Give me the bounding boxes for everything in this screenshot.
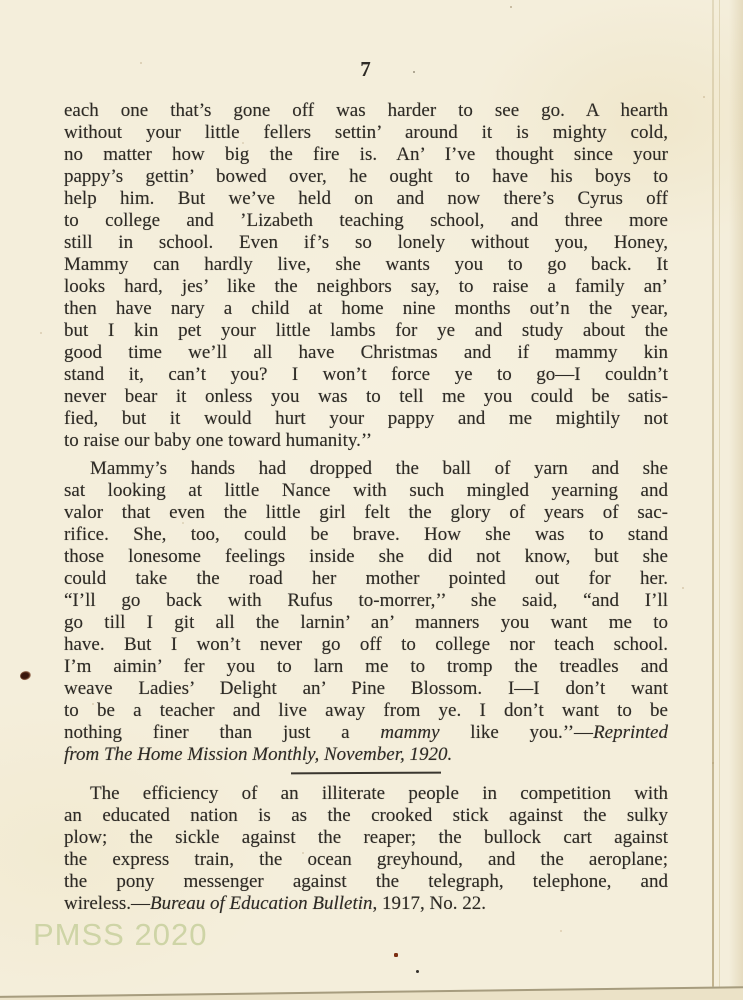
text-segment: then have nary a child at home nine months out’n the year, bbox=[64, 298, 668, 319]
italic-text-segment: from The Home Mission Monthly, November, 1920. bbox=[64, 744, 453, 765]
text-line bbox=[64, 210, 668, 232]
text-segment: without your little fellers settin’ around it is mighty cold, bbox=[64, 122, 668, 143]
separator-rule bbox=[291, 772, 441, 775]
text-segment: the express train, the ocean greyhound, and the aeroplane; bbox=[64, 849, 668, 870]
text-line bbox=[64, 144, 668, 166]
text-line bbox=[64, 783, 668, 805]
text-line bbox=[64, 364, 668, 386]
text-segment: go till I git all the larnin’ an’ manners you want me to bbox=[64, 612, 668, 633]
text-line bbox=[64, 893, 668, 915]
text-line bbox=[64, 298, 668, 320]
text-segment: help him. But we’ve held on and now there’s Cyrus off bbox=[64, 188, 668, 209]
text-segment: fied, but it would hurt your pappy and me mightily not bbox=[64, 408, 668, 429]
text-segment: sat looking at little Nance with such mingled yearning and bbox=[64, 480, 668, 501]
text-line bbox=[64, 827, 668, 849]
text-segment: The efficiency of an illiterate people in competition with bbox=[90, 783, 668, 804]
watermark: PMSS 2020 bbox=[33, 917, 208, 952]
text-segment: plow; the sickle against the reaper; the bullock cart against bbox=[64, 827, 668, 848]
text-segment: , 1917, No. 22. bbox=[372, 893, 487, 914]
text-line bbox=[64, 166, 668, 188]
paper-speck-red bbox=[394, 953, 398, 957]
text-segment: to be a teacher and live away from ye. I don’t want to be bbox=[64, 700, 668, 721]
text-line bbox=[64, 188, 668, 210]
text-line bbox=[64, 612, 668, 634]
text-line bbox=[64, 320, 668, 342]
text-line bbox=[64, 546, 668, 568]
italic-text-segment: mammy bbox=[380, 722, 440, 743]
text-line bbox=[64, 590, 668, 612]
paragraph bbox=[64, 100, 668, 452]
text-line bbox=[64, 458, 668, 480]
text-line bbox=[64, 100, 668, 122]
text-segment: wireless.— bbox=[64, 893, 151, 914]
text-segment: the pony messenger against the telegraph, telephone, and bbox=[64, 871, 668, 892]
text-line bbox=[64, 722, 668, 744]
text-line bbox=[64, 700, 668, 722]
text-segment: an educated nation is as the crooked stick against the sulky bbox=[64, 805, 668, 826]
page-crease-line bbox=[719, 0, 720, 988]
text-segment: but I kin pet your little lambs for ye and study about the bbox=[64, 320, 668, 341]
text-line bbox=[64, 805, 668, 827]
text-segment: nothing finer than just a bbox=[64, 722, 381, 743]
paragraph bbox=[64, 458, 668, 766]
text-segment: Mammy’s hands had dropped the ball of yarn and she bbox=[90, 458, 668, 479]
text-line bbox=[64, 408, 668, 430]
text-segment: I’m aimin’ fer you to larn me to tromp the treadles and bbox=[64, 656, 668, 677]
text-line bbox=[64, 502, 668, 524]
text-segment: weave Ladies’ Delight an’ Pine Blossom. I—I don’t want bbox=[64, 678, 668, 699]
text-segment: still in school. Even if’s so lonely without you, Honey, bbox=[64, 232, 668, 253]
text-segment: pappy’s gettin’ bowed over, he ought to have his boys to bbox=[64, 166, 668, 187]
page-number: 7 bbox=[360, 57, 372, 81]
text-line bbox=[64, 634, 668, 656]
text-line bbox=[64, 232, 668, 254]
page-crease-line bbox=[712, 0, 714, 988]
text-segment: stand it, can’t you? I won’t force ye to go—I couldn’t bbox=[64, 364, 668, 385]
text-line bbox=[64, 276, 668, 298]
text-segment: have. But I won’t never go off to college nor teach school. bbox=[64, 634, 668, 655]
text-line bbox=[64, 342, 668, 364]
text-line bbox=[64, 122, 668, 144]
text-line bbox=[64, 849, 668, 871]
text-segment: never bear it onless you was to tell me you could be satis- bbox=[64, 386, 668, 407]
text-segment: could take the road her mother pointed out for her. bbox=[64, 568, 668, 589]
text-segment: to raise our baby one toward humanity.’’ bbox=[64, 430, 373, 451]
text-segment: Mammy can hardly live, she wants you to go back. It bbox=[64, 254, 668, 275]
text-segment: “I’ll go back with Rufus to-morrer,’’ she said, “and I’ll bbox=[64, 590, 668, 611]
text-segment: to college and ’Lizabeth teaching school, and three more bbox=[64, 210, 668, 231]
text-segment: each one that’s gone off was harder to see go. A hearth bbox=[64, 100, 668, 121]
text-segment: looks hard, jes’ like the neighbors say, to raise a family an’ bbox=[64, 276, 668, 297]
ink-spot bbox=[19, 670, 32, 682]
page-bottom-edge bbox=[0, 985, 743, 1000]
text-line bbox=[64, 386, 668, 408]
text-segment: rifice. She, too, could be brave. How she was to stand bbox=[64, 524, 668, 545]
text-segment: no matter how big the fire is. An’ I’ve thought since your bbox=[64, 144, 668, 165]
paragraph bbox=[64, 783, 668, 915]
italic-text-segment: Bureau of Education Bulletin bbox=[150, 893, 373, 914]
text-line bbox=[64, 744, 668, 766]
italic-text-segment: Reprinted bbox=[593, 722, 668, 743]
text-line bbox=[64, 480, 668, 502]
text-line bbox=[64, 430, 668, 452]
paper-speck-black bbox=[416, 970, 419, 973]
text-line bbox=[64, 678, 668, 700]
text-line bbox=[64, 656, 668, 678]
text-line bbox=[64, 524, 668, 546]
text-segment: like you.’’— bbox=[439, 722, 594, 743]
text-segment: those lonesome feelings inside she did not know, but she bbox=[64, 546, 668, 567]
paper-specks bbox=[0, 0, 2, 2]
text-segment: valor that even the little girl felt the glory of years of sac- bbox=[64, 502, 668, 523]
text-block bbox=[64, 100, 668, 915]
text-line bbox=[64, 254, 668, 276]
text-line bbox=[64, 871, 668, 893]
text-line bbox=[64, 568, 668, 590]
text-segment: good time we’ll all have Christmas and if mammy kin bbox=[64, 342, 668, 363]
